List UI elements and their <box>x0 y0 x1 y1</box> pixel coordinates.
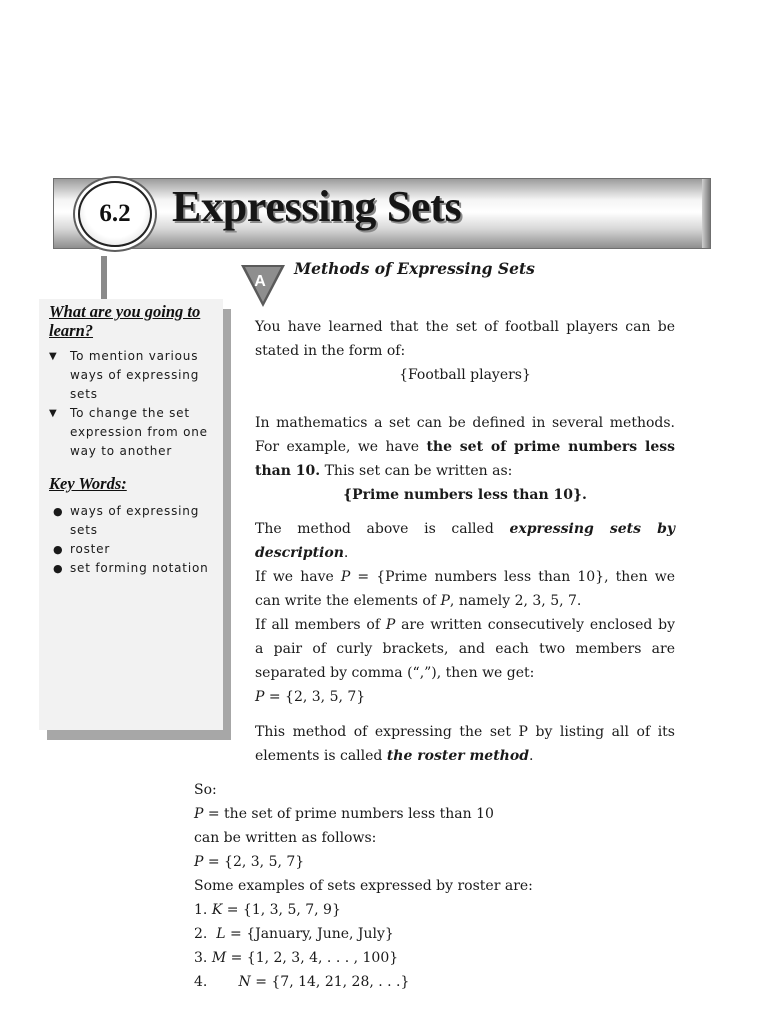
paragraph-roster <box>255 720 675 768</box>
paragraph-text: You have learned that the set of football players can be stated in the form of: <box>255 319 675 359</box>
bullet-icon: ● <box>53 562 64 575</box>
list-item <box>49 502 214 540</box>
paragraph-text: are written consecutively enclosed by a pair of curly brackets, and each two members are separated by comma (“,”), then we get: <box>255 617 676 681</box>
key-words-list <box>49 502 214 578</box>
list-item <box>194 970 674 994</box>
example-number: 4. <box>194 974 208 990</box>
list-item <box>49 404 214 461</box>
paragraph-text: If we have <box>255 569 341 585</box>
paragraph-text: , namely 2, 3, 5, 7. <box>449 593 582 609</box>
list-item <box>49 347 214 404</box>
variable: P <box>194 806 204 822</box>
football-set <box>255 363 675 387</box>
set-expression: {Football players} <box>399 367 531 383</box>
section-letter: A <box>254 273 266 290</box>
example-number: 3. <box>194 950 208 966</box>
summary-text: = the set of prime numbers less than 10 <box>203 806 494 822</box>
list-item <box>194 922 674 946</box>
learning-sidebar <box>39 299 223 730</box>
summary-line <box>194 850 674 874</box>
sidebar-connector <box>101 256 107 301</box>
objectives-heading: What are you going to learn? <box>49 302 201 340</box>
example-text: = {1, 2, 3, 4, . . . , 100} <box>226 950 399 966</box>
paragraph-text: = {Prime numbers less than 10}, then we can write the elements of <box>255 569 675 609</box>
roster-summary <box>194 778 674 994</box>
list-item <box>49 559 214 578</box>
section-number-badge <box>78 181 152 247</box>
chevron-down-icon: ▼ <box>49 408 58 419</box>
variable: M <box>211 950 227 966</box>
so-line: So: <box>194 782 217 798</box>
bullet-icon: ● <box>53 505 64 518</box>
bullet-icon: ● <box>53 543 64 556</box>
variable: P <box>385 617 396 633</box>
banner-end-cap <box>702 179 710 248</box>
paragraph-text: This method of expressing the set P by listing all of its elements is called <box>255 724 675 764</box>
variable: P <box>440 593 450 609</box>
variable: P <box>194 854 204 870</box>
paragraph-text: . <box>343 545 349 561</box>
list-item <box>194 946 674 970</box>
variable: P <box>340 569 351 585</box>
paragraph-intro <box>255 315 675 363</box>
paragraph-text: This set can be written as: <box>320 463 513 479</box>
summary-text: = {2, 3, 5, 7} <box>203 854 305 870</box>
term-text: expressing sets by description <box>255 521 676 561</box>
objectives-list <box>49 347 214 461</box>
paragraph-prime <box>255 411 675 483</box>
summary-line: Some examples of sets expressed by roster are: <box>194 878 533 894</box>
example-text: = {7, 14, 21, 28, . . .} <box>250 974 410 990</box>
paragraph-elements <box>255 565 675 613</box>
example-text: = {1, 3, 5, 7, 9} <box>226 902 341 918</box>
prime-set <box>255 483 675 507</box>
paragraph-text: = {2, 3, 5, 7} <box>264 689 366 705</box>
list-item <box>49 540 214 559</box>
emphasis-text: the set of prime numbers less than 10. <box>255 439 675 479</box>
objective-text: To mention various ways of expressing sets <box>70 349 200 401</box>
list-item <box>194 898 674 922</box>
key-word-text: set forming notation <box>70 561 209 575</box>
set-expression: {Prime numbers less than 10}. <box>343 487 587 503</box>
paragraph-text: . <box>528 748 534 764</box>
objective-text: To change the set expression from one way to another <box>70 406 208 458</box>
key-words-heading: Key Words: <box>49 474 127 493</box>
variable: P <box>255 689 265 705</box>
example-number: 1. <box>194 902 208 918</box>
paragraph-description <box>255 517 675 565</box>
paragraph-text: In mathematics a set can be defined in several methods. For example, we have <box>255 415 675 455</box>
key-word-text: ways of expressing sets <box>70 504 200 537</box>
paragraph-text: If all members of <box>255 617 386 633</box>
paragraph-brackets <box>255 613 675 709</box>
term-text: the roster method <box>386 748 529 764</box>
paragraph-text: The method above is called <box>255 521 510 537</box>
summary-line <box>194 802 674 826</box>
triangle-badge-icon <box>240 264 286 308</box>
page-title: Expressing Sets <box>172 182 462 231</box>
example-number: 2. <box>194 926 208 942</box>
summary-line: can be written as follows: <box>194 830 377 846</box>
variable: L <box>216 926 226 942</box>
variable: N <box>238 974 251 990</box>
variable: K <box>211 902 223 918</box>
example-text: = {January, June, July} <box>225 926 394 942</box>
section-title: Methods of Expressing Sets <box>294 259 535 278</box>
chevron-down-icon: ▼ <box>49 351 58 362</box>
section-number: 6.2 <box>99 200 131 227</box>
key-word-text: roster <box>70 542 111 556</box>
